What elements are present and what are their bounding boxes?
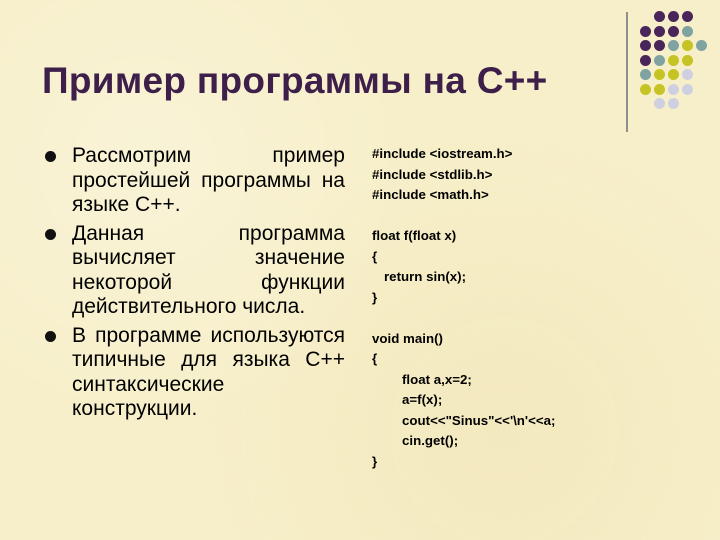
decorative-dot [654,11,665,22]
decorative-dot [668,40,679,51]
decorative-dot [668,69,679,80]
decorative-vertical-line [626,12,628,132]
code-line: } [372,289,378,305]
code-line: #include <iostream.h> [372,146,513,161]
bullet-dot-icon [45,229,56,240]
bullet-text: В программе используются типичные для языка С++ синтаксические конструкции. [72,323,345,420]
decorative-dot-grid [640,11,720,121]
decorative-dot [654,84,665,95]
code-line: cout<<"Sinus"<<'\n'<<a; [402,412,556,428]
decorative-dot [682,11,693,22]
decorative-dot [654,69,665,80]
decorative-dot [640,84,651,95]
decorative-dot [668,98,679,109]
code-line: #include <stdlib.h> [372,166,493,182]
decorative-dot [668,84,679,95]
decorative-dot [654,26,665,37]
code-line [372,308,672,329]
decorative-dot [668,26,679,37]
decorative-dot [668,55,679,66]
slide-title: Пример программы на С++ [42,60,548,101]
bullet-item [45,222,345,320]
decorative-dot [682,26,693,37]
bullet-dot-icon [45,151,56,162]
decorative-dot [640,69,651,80]
decorative-dot [640,26,651,37]
decorative-dot [682,69,693,80]
bullet-item [45,144,345,218]
code-block [372,144,672,472]
decorative-dot [640,55,651,66]
code-line: return sin(x); [384,269,467,284]
code-line [372,206,672,227]
code-line: #include <math.h> [372,187,489,202]
decorative-dot [654,98,665,109]
code-line: a=f(x); [402,392,443,407]
code-line: { [372,351,378,366]
code-line: float a,x=2; [402,371,472,387]
decorative-dot [654,40,665,51]
code-line: void main() [372,330,443,346]
decorative-dot [668,11,679,22]
decorative-dot [682,84,693,95]
code-line: cin.get(); [402,433,459,448]
code-line: float f(float x) [372,228,457,243]
code-line: } [372,453,378,469]
code-line: { [372,248,378,264]
decorative-dot [640,40,651,51]
decorative-dot [682,40,693,51]
bullet-dot-icon [45,331,56,342]
bullet-item [45,324,345,422]
bullet-text: Данная программа вычисляет значение некоторой функции действительного числа. [72,221,345,318]
decorative-dot [696,40,707,51]
decorative-dot [682,55,693,66]
decorative-dot [654,55,665,66]
bullet-list [45,144,345,426]
bullet-text: Рассмотрим пример простейшей программы на языке С++. [72,144,345,216]
